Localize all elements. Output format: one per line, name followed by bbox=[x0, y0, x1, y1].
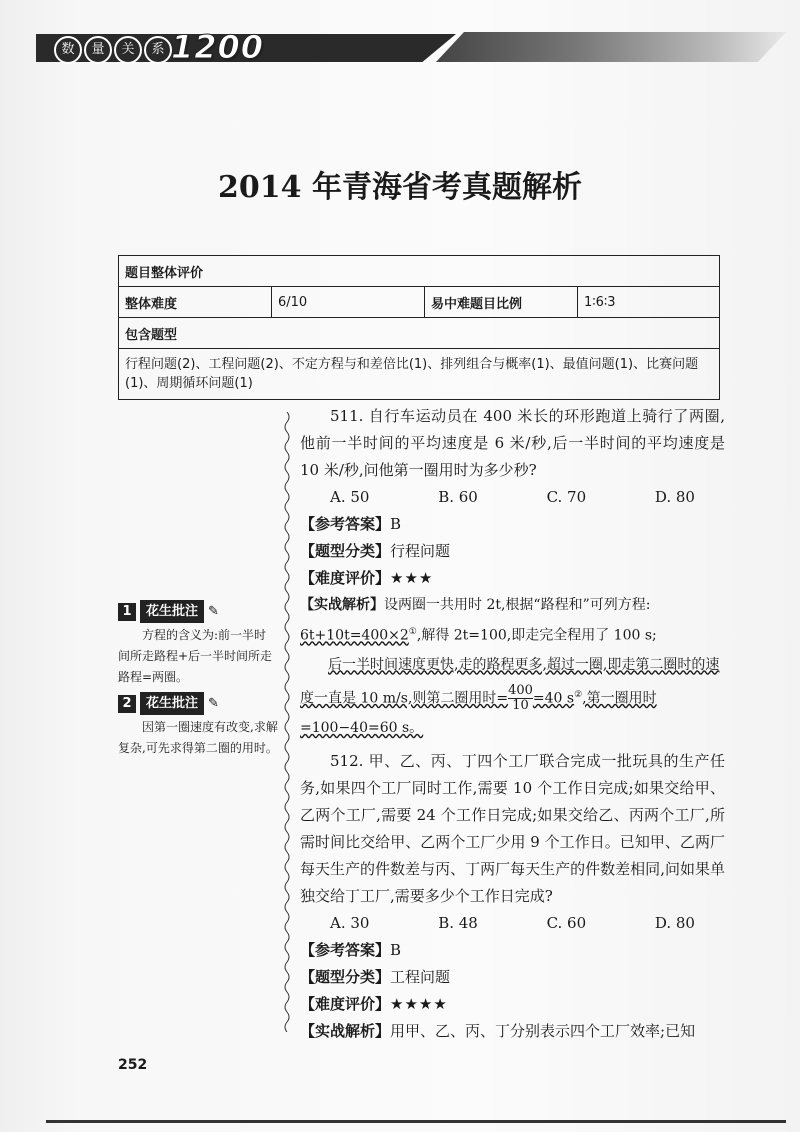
fraction bbox=[508, 684, 533, 713]
option-b: B. 48 bbox=[438, 914, 478, 932]
analysis-tag: 【实战解析】 bbox=[300, 597, 384, 613]
difficulty-tag: 【难度评价】 bbox=[300, 569, 391, 587]
analysis-text: 后一半时间速度更快,走的路程更多,超过一圈,即走第二圈时的速度一直是 10 m/s,则第二圈用时= bbox=[300, 656, 720, 707]
question-511 bbox=[300, 403, 725, 743]
difficulty-stars: ★★★ bbox=[390, 569, 434, 587]
note-title: 花生批注 bbox=[140, 600, 204, 623]
types-label: 包含题型 bbox=[119, 318, 720, 349]
option-d: D. 80 bbox=[654, 914, 695, 932]
analysis-line bbox=[300, 592, 725, 650]
type-line bbox=[300, 538, 725, 565]
options bbox=[300, 910, 725, 937]
banner-circle: 系 bbox=[144, 36, 172, 64]
option-c: C. 70 bbox=[546, 488, 587, 506]
analysis-text: ,解得 2t=100,即走完全程用了 100 s; bbox=[416, 627, 657, 644]
analysis-paragraph-2 bbox=[300, 650, 725, 744]
pencil-icon: ✎ bbox=[208, 696, 219, 711]
answer-line bbox=[300, 937, 725, 964]
banner-circles bbox=[54, 36, 172, 64]
analysis-line bbox=[300, 1018, 725, 1045]
difficulty-value: 6/10 bbox=[272, 287, 425, 318]
pencil-icon: ✎ bbox=[208, 604, 219, 619]
footnote-2: ② bbox=[574, 689, 583, 700]
question-512 bbox=[300, 748, 725, 1045]
note-number: 1 bbox=[118, 603, 136, 621]
ratio-label: 易中难题目比例 bbox=[425, 287, 578, 318]
difficulty-label: 整体难度 bbox=[119, 287, 272, 318]
analysis-text: ,第一圈用时=100−40=60 s。 bbox=[300, 690, 657, 737]
bottom-rule bbox=[46, 1120, 786, 1123]
analysis-text: 用甲、乙、丙、丁分别表示四个工厂效率;已知 bbox=[390, 1022, 696, 1040]
analysis-tag: 【实战解析】 bbox=[300, 1022, 391, 1040]
analysis-text: 设两圈一共用时 2t,根据“路程和”可列方程: bbox=[384, 597, 651, 613]
options bbox=[300, 484, 725, 511]
answer-line bbox=[300, 511, 725, 538]
type-tag: 【题型分类】 bbox=[300, 542, 391, 560]
question-stem: 512. 甲、乙、丙、丁四个工厂联合完成一批玩具的生产任务,如果四个工厂同时工作,需要 10 个工作日完成;如果交给甲、乙两个工厂,需要 24 个工作日完成;如果交给乙、丙两个工厂,所需时间比交给甲、乙两个工厂少用 9 个工作日。已知甲、乙两厂每天生产的件数差与丙、丁两厂每天生产的件数差相同,问如果单独交给丁工厂,需要多少个工作日完成? bbox=[300, 752, 725, 905]
question-stem: 511. 自行车运动员在 400 米长的环形跑道上骑行了两圈,他前一半时间的平均速度是 6 米/秒,后一半时间的平均速度是 10 米/秒,问他第一圈用时为多少秒? bbox=[300, 407, 725, 479]
answer-value: B bbox=[390, 941, 402, 959]
option-b: B. 60 bbox=[438, 488, 478, 506]
banner-gradient bbox=[436, 32, 786, 62]
banner-circle: 关 bbox=[114, 36, 142, 64]
analysis-text: =40 s bbox=[532, 690, 575, 707]
difficulty-line bbox=[300, 565, 725, 592]
margin-note-1 bbox=[118, 600, 278, 688]
banner-number: 1200 bbox=[171, 28, 265, 66]
note-title: 花生批注 bbox=[140, 692, 204, 715]
type-value: 工程问题 bbox=[390, 968, 451, 986]
option-a: A. 30 bbox=[330, 914, 370, 932]
difficulty-stars: ★★★★ bbox=[390, 995, 448, 1013]
note-number: 2 bbox=[118, 695, 136, 713]
ratio-value: 1∶6∶3 bbox=[578, 287, 720, 318]
note-text: 因第一圈速度有改变,求解复杂,可先求得第二圈的用时。 bbox=[118, 720, 278, 755]
banner-circle: 数 bbox=[54, 36, 82, 64]
evaluation-table bbox=[118, 255, 720, 400]
eval-heading: 题目整体评价 bbox=[119, 256, 720, 287]
equation: 6t+10t=400×2 bbox=[300, 627, 409, 644]
type-tag: 【题型分类】 bbox=[300, 968, 391, 986]
note-text: 方程的含义为:前一半时间所走路程+后一半时间所走路程=两圈。 bbox=[118, 628, 273, 684]
margin-note-2 bbox=[118, 692, 278, 759]
option-c: C. 60 bbox=[546, 914, 587, 932]
option-a: A. 50 bbox=[330, 488, 370, 506]
footnote-1: ① bbox=[408, 627, 417, 637]
wavy-divider bbox=[283, 412, 291, 1032]
types-value: 行程问题(2)、工程问题(2)、不定方程与和差倍比(1)、排列组合与概率(1)、最值问题(1)、比赛问题(1)、周期循环问题(1) bbox=[119, 349, 720, 400]
answer-tag: 【参考答案】 bbox=[300, 515, 391, 533]
page-title: 2014 年青海省考真题解析 bbox=[218, 170, 582, 205]
answer-tag: 【参考答案】 bbox=[300, 941, 391, 959]
fraction-numerator: 400 bbox=[508, 682, 533, 698]
banner-circle: 量 bbox=[84, 36, 112, 64]
type-line bbox=[300, 964, 725, 991]
option-d: D. 80 bbox=[654, 488, 695, 506]
page-number: 252 bbox=[118, 1057, 148, 1073]
difficulty-line bbox=[300, 991, 725, 1018]
type-value: 行程问题 bbox=[390, 542, 451, 560]
fraction-denominator: 10 bbox=[512, 697, 529, 713]
difficulty-tag: 【难度评价】 bbox=[300, 995, 391, 1013]
answer-value: B bbox=[390, 515, 402, 533]
